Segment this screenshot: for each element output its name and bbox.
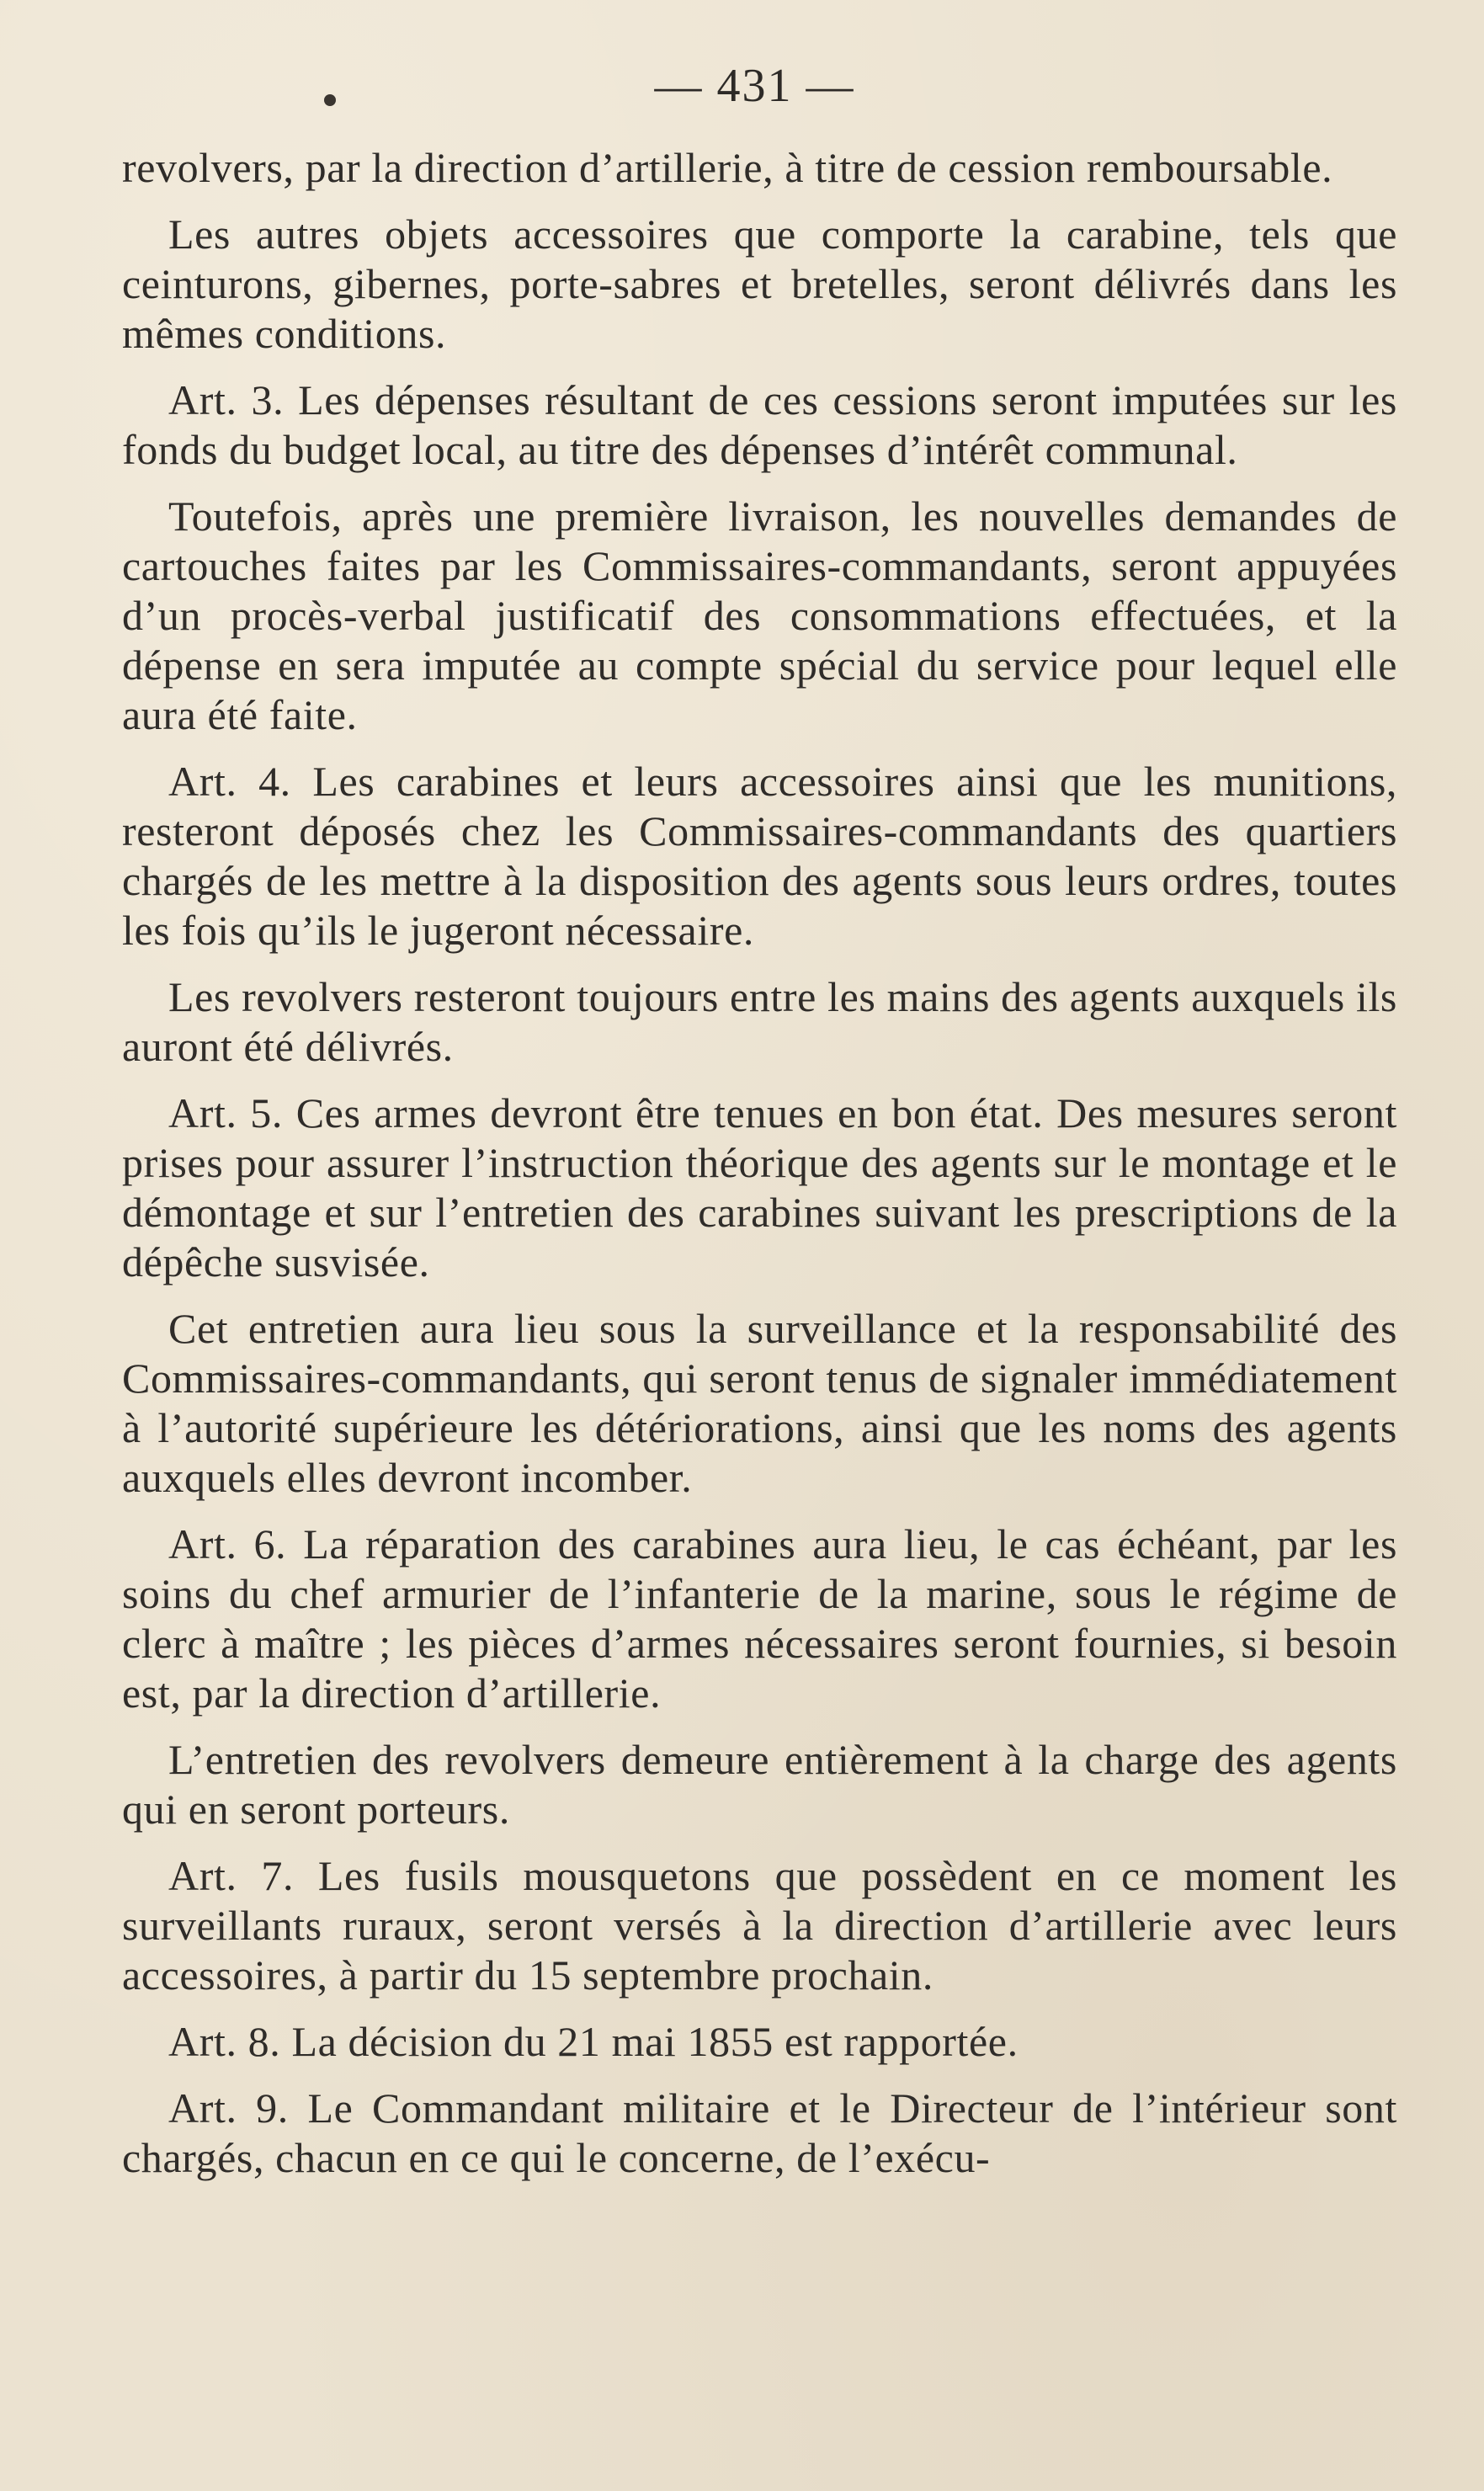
article-5-paragraph: Art. 5. Ces armes devront être tenues en bon état. Des mesures seront prises pour assurer l’instruction théorique des agents sur le montage et le démontage et sur l’entretien des carabines suivant les prescriptions de la dépêche susvisée. [122, 1089, 1397, 1285]
paragraph: Les autres objets accessoires que comporte la carabine, tels que ceinturons, gibernes, porte-sabres et bretelles, seront délivrés dans les mêmes conditions. [122, 210, 1397, 357]
article-7-paragraph: Art. 7. Les fusils mousquetons que possèdent en ce moment les surveillants ruraux, seront versés à la direction d’artillerie avec leurs accessoires, à partir du 15 septembre prochain. [122, 1852, 1397, 1999]
page-header [0, 59, 1484, 143]
article-3-paragraph: Art. 3. Les dépenses résultant de ces cessions seront imputées sur les fonds du budget local, au titre des dépenses d’intérêt communal. [122, 376, 1397, 473]
article-9-paragraph: Art. 9. Le Commandant militaire et le Directeur de l’intérieur sont chargés, chacun en ce qui le concerne, de l’exécu- [122, 2084, 1397, 2181]
page-number: — 431 — [654, 60, 855, 112]
body-text [122, 143, 1397, 2183]
paragraph: revolvers, par la direction d’artillerie, à titre de cession remboursable. [122, 144, 1333, 191]
paragraph: Les revolvers resteront toujours entre les mains des agents auxquels ils auront été délivrés. [122, 973, 1397, 1070]
paragraph: Cet entretien aura lieu sous la surveillance et la responsabilité des Commissaires-commandants, qui seront tenus de signaler immédiatement à l’autorité supérieure les détériorations, ainsi que les noms des agents auxquels elles devront incomber. [122, 1305, 1397, 1501]
paragraph: L’entretien des revolvers demeure entièrement à la charge des agents qui en seront porteurs. [122, 1736, 1397, 1833]
article-8-paragraph: Art. 8. La décision du 21 mai 1855 est rapportée. [168, 2018, 1019, 2065]
article-4-paragraph: Art. 4. Les carabines et leurs accessoires ainsi que les munitions, resteront déposés chez les Commissaires-commandants des quartiers chargés de les mettre à la disposition des agents sous leurs ordres, toutes les fois qu’ils le jugeront nécessaire. [122, 758, 1397, 954]
article-6-paragraph: Art. 6. La réparation des carabines aura lieu, le cas échéant, par les soins du chef armurier de l’infanterie de la marine, sous le régime de clerc à maître ; les pièces d’armes nécessaires seront fournies, si besoin est, par la direction d’artillerie. [122, 1520, 1397, 1717]
paragraph: Toutefois, après une première livraison, les nouvelles demandes de cartouches faites par les Commissaires-commandants, seront appuyées d’un procès-verbal justificatif des consommations effectuées, et la dépense en sera imputée au compte spécial du service pour lequel elle aura été faite. [122, 492, 1397, 738]
